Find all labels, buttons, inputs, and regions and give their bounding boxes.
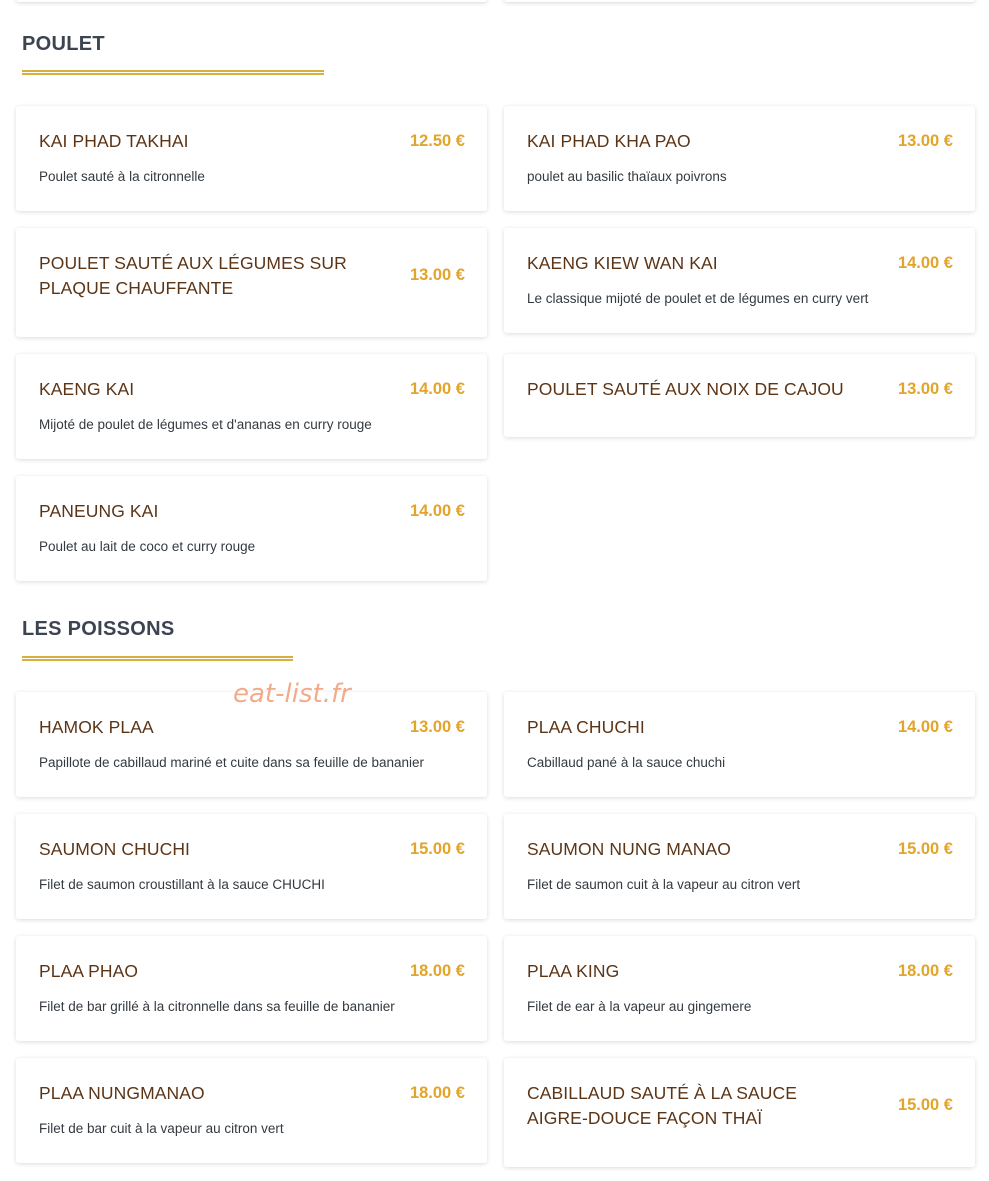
item-name: PLAA NUNGMANAO xyxy=(39,1083,205,1103)
card-edge xyxy=(16,0,487,2)
menu-item-card[interactable] xyxy=(504,228,975,333)
menu-item-card[interactable] xyxy=(16,814,487,919)
item-name: PANEUNG KAI xyxy=(39,501,159,521)
item-description: Cabillaud pané à la sauce chuchi xyxy=(527,755,726,770)
item-description: Le classique mijoté de poulet et de légumes en curry vert xyxy=(527,291,869,306)
menu-item-card[interactable] xyxy=(16,228,487,337)
item-name: KAENG KAI xyxy=(39,379,135,399)
menu-item-card[interactable] xyxy=(16,106,487,211)
item-price: 14.00 € xyxy=(897,254,953,272)
item-description: poulet au basilic thaïaux poivrons xyxy=(527,169,727,184)
item-description: Filet de bar grillé à la citronnelle dans sa feuille de bananier xyxy=(39,999,395,1014)
item-price: 15.00 € xyxy=(897,1096,953,1114)
item-description: Mijoté de poulet de légumes et d'ananas en curry rouge xyxy=(39,417,372,432)
previous-cards-edge xyxy=(0,0,989,4)
item-name: PLAA KING xyxy=(527,961,620,981)
item-name: POULET SAUTÉ AUX NOIX DE CAJOU xyxy=(527,379,844,399)
item-name: KAI PHAD TAKHAI xyxy=(39,131,189,151)
item-name: SAUMON NUNG MANAO xyxy=(527,839,731,859)
item-price: 18.00 € xyxy=(409,962,465,980)
menu-item-card[interactable] xyxy=(16,354,487,459)
item-name: KAI PHAD KHA PAO xyxy=(527,131,691,151)
section-divider xyxy=(22,656,293,661)
menu-item-card[interactable] xyxy=(16,1058,487,1163)
item-price: 15.00 € xyxy=(409,840,465,858)
menu-item-card[interactable] xyxy=(504,1058,975,1167)
card-edge xyxy=(504,0,975,2)
item-name: POULET SAUTÉ AUX LÉGUMES SUR PLAQUE CHAUFFANTE xyxy=(39,253,347,298)
item-price: 14.00 € xyxy=(897,718,953,736)
menu-item-card[interactable] xyxy=(504,814,975,919)
watermark-text: eat-list.fr xyxy=(233,679,351,709)
section-title: POULET xyxy=(22,33,105,55)
section-title: LES POISSONS xyxy=(22,618,175,640)
item-price: 14.00 € xyxy=(409,380,465,398)
item-price: 18.00 € xyxy=(897,962,953,980)
item-price: 13.00 € xyxy=(409,266,465,284)
item-name: SAUMON CHUCHI xyxy=(39,839,191,859)
menu-item-card[interactable] xyxy=(16,476,487,581)
item-name: KAENG KIEW WAN KAI xyxy=(527,253,718,273)
item-name: CABILLAUD SAUTÉ À LA SAUCE AIGRE-DOUCE FAÇON THAÏ xyxy=(527,1083,798,1128)
item-description: Poulet au lait de coco et curry rouge xyxy=(39,539,256,554)
menu-item-card[interactable] xyxy=(504,936,975,1041)
menu-item-card[interactable] xyxy=(504,692,975,797)
menu-item-card[interactable] xyxy=(16,936,487,1041)
menu-item-card[interactable] xyxy=(504,354,975,437)
item-price: 15.00 € xyxy=(897,840,953,858)
menu-item-card[interactable] xyxy=(504,106,975,211)
item-name: PLAA PHAO xyxy=(39,961,139,981)
item-price: 12.50 € xyxy=(409,132,465,150)
item-price: 13.00 € xyxy=(897,380,953,398)
item-price: 13.00 € xyxy=(897,132,953,150)
item-description: Filet de saumon cuit à la vapeur au citron vert xyxy=(527,877,801,892)
item-description: Poulet sauté à la citronnelle xyxy=(39,169,205,184)
item-description: Filet de bar cuit à la vapeur au citron vert xyxy=(39,1121,284,1136)
item-price: 18.00 € xyxy=(409,1084,465,1102)
item-description: Filet de ear à la vapeur au gingemere xyxy=(527,999,752,1014)
item-description: Papillote de cabillaud mariné et cuite dans sa feuille de bananier xyxy=(39,755,425,770)
item-description: Filet de saumon croustillant à la sauce CHUCHI xyxy=(39,877,325,892)
item-price: 13.00 € xyxy=(409,718,465,736)
item-name: PLAA CHUCHI xyxy=(527,717,645,737)
item-price: 14.00 € xyxy=(409,502,465,520)
item-name: HAMOK PLAA xyxy=(39,717,154,737)
section-divider xyxy=(22,70,324,75)
